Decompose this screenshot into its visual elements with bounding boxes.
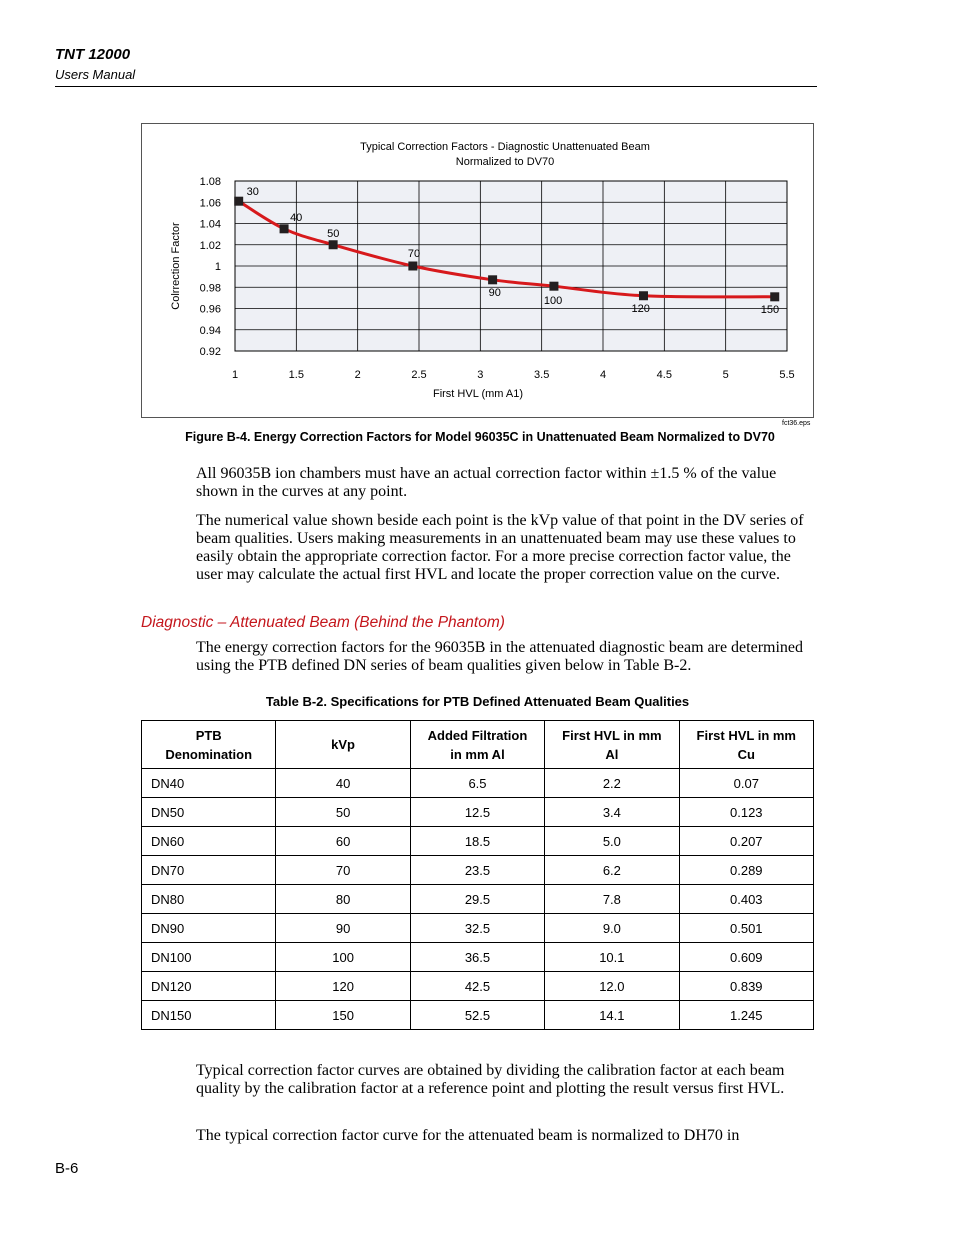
paragraph-tolerance: All 96035B ion chambers must have an actual correction factor within ±1.5 % of the value shown in the curves at any point.	[196, 465, 777, 500]
chart-subtitle: Normalized to DV70	[455, 156, 555, 168]
table-cell: 0.403	[679, 885, 813, 914]
figure-file-code: fct36.eps	[782, 420, 811, 427]
chart-title: Typical Correction Factors - Diagnostic Unattenuated Beam	[360, 141, 650, 153]
table-row	[142, 798, 814, 827]
x-tick-label: 4.5	[656, 369, 672, 381]
paragraph-dh70: The typical correction factor curve for the attenuated beam is normalized to DH70 in	[196, 1127, 740, 1144]
data-point-marker	[329, 240, 338, 249]
table-cell: 10.1	[545, 943, 679, 972]
table-header-row	[142, 721, 814, 769]
x-tick-label: 2	[354, 369, 361, 381]
table-cell: DN70	[142, 856, 276, 885]
data-point-marker	[770, 292, 779, 301]
table-row	[142, 856, 814, 885]
data-point-label: 90	[488, 286, 501, 299]
table-cell: 18.5	[410, 827, 544, 856]
data-point-label: 50	[327, 227, 340, 240]
beam-qualities-table	[141, 720, 814, 1030]
x-tick-label: 1.5	[288, 369, 304, 381]
paragraph-attenuated-beam: The energy correction factors for the 96035B in the attenuated diagnostic beam are determined using the PTB defined DN series of beam qualities given below in Table B-2.	[196, 639, 804, 674]
table-row	[142, 943, 814, 972]
header-rule	[55, 86, 817, 87]
table-row	[142, 769, 814, 798]
y-tick-label: 0.98	[199, 282, 221, 295]
table-cell: 0.839	[679, 972, 813, 1001]
paragraph-kvp-values: The numerical value shown beside each point is the kVp value of that point in the DV series of beam qualities. Users making measurements in an unattenuated beam may use these values to easily obtain the appropriate correction factor. For a more precise correction factor value, the user may calculate the actual first HVL and locate the proper correction value on the curve.	[196, 512, 804, 583]
table-cell: 100	[276, 943, 410, 972]
table-cell: 6.5	[410, 769, 544, 798]
table-row	[142, 885, 814, 914]
data-point-label: 150	[760, 303, 780, 316]
table-cell: 80	[276, 885, 410, 914]
header-ptb-denomination: PTB Denomination	[142, 721, 276, 769]
y-tick-label: 1.08	[199, 176, 221, 188]
data-point-label: 30	[246, 186, 259, 199]
x-tick-label: 3	[477, 369, 484, 381]
paragraph-curve-method: Typical correction factor curves are obtained by dividing the calibration factor at each beam quality by the calibration factor at a reference point and plotting the result versus first HVL.	[196, 1062, 785, 1097]
table-cell: 0.609	[679, 943, 813, 972]
table-cell: 50	[276, 798, 410, 827]
table-cell: 70	[276, 856, 410, 885]
table-row	[142, 1001, 814, 1030]
figure-frame	[141, 123, 814, 418]
table-cell: 9.0	[545, 914, 679, 943]
data-point-marker	[408, 262, 417, 271]
table-cell: 14.1	[545, 1001, 679, 1030]
x-tick-label: 3.5	[534, 369, 550, 381]
x-tick-label: 4	[599, 369, 607, 381]
y-axis-label: Colrrection Factor	[170, 222, 182, 310]
table-cell: DN100	[142, 943, 276, 972]
y-tick-label: 1.04	[199, 218, 221, 231]
table-cell: 2.2	[545, 769, 679, 798]
x-tick-label: 1	[231, 369, 239, 381]
table-cell: 0.207	[679, 827, 813, 856]
document-title: TNT 12000	[55, 46, 131, 63]
table-cell: 36.5	[410, 943, 544, 972]
table-cell: DN60	[142, 827, 276, 856]
table-cell: 12.5	[410, 798, 544, 827]
table-cell: 52.5	[410, 1001, 544, 1030]
document-subtitle: Users Manual	[55, 67, 136, 82]
header-added-filtration: Added Filtration in mm Al	[410, 721, 544, 769]
page-number: B-6	[55, 1160, 79, 1177]
data-point-marker	[234, 197, 243, 206]
table-row	[142, 827, 814, 856]
table-cell: 3.4	[545, 798, 679, 827]
table-cell: 150	[276, 1001, 410, 1030]
header-first-hvl-al: First HVL in mm Al	[545, 721, 679, 769]
table-cell: DN150	[142, 1001, 276, 1030]
x-tick-label: 2.5	[411, 369, 427, 381]
table-cell: DN120	[142, 972, 276, 1001]
table-cell: 23.5	[410, 856, 544, 885]
table-cell: 0.289	[679, 856, 813, 885]
y-tick-label: 1.02	[199, 239, 221, 252]
table-cell: 120	[276, 972, 410, 1001]
table-cell: 5.0	[545, 827, 679, 856]
x-axis-label: First HVL (mm A1)	[432, 388, 524, 400]
table-cell: 29.5	[410, 885, 544, 914]
y-tick-label: 0.96	[199, 303, 221, 316]
table-cell: 60	[276, 827, 410, 856]
table-cell: 7.8	[545, 885, 679, 914]
data-point-label: 70	[407, 248, 421, 260]
table-cell: 42.5	[410, 972, 544, 1001]
correction-factor-chart	[142, 124, 813, 417]
data-point-label: 40	[290, 211, 303, 224]
table-row	[142, 914, 814, 943]
table-cell: 0.501	[679, 914, 813, 943]
y-tick-label: 0.94	[199, 324, 221, 337]
y-tick-label: 1.06	[199, 197, 221, 210]
table-cell: 90	[276, 914, 410, 943]
y-tick-label: 0.92	[199, 346, 221, 358]
data-point-marker	[549, 282, 558, 291]
table-cell: DN80	[142, 885, 276, 914]
x-tick-label: 5	[722, 369, 729, 381]
figure-caption: Figure B-4. Energy Correction Factors for Model 96035C in Unattenuated Beam Normalized to DV70	[185, 430, 775, 444]
table-cell: DN90	[142, 914, 276, 943]
y-tick-label: 1	[214, 261, 221, 273]
table-caption: Table B-2. Specifications for PTB Defined Attenuated Beam Qualities	[265, 694, 690, 709]
table-cell: DN50	[142, 798, 276, 827]
table-cell: 32.5	[410, 914, 544, 943]
table-cell: 0.123	[679, 798, 813, 827]
header-first-hvl-cu: First HVL in mm Cu	[679, 721, 813, 769]
header-kvp: kVp	[276, 721, 410, 769]
data-point-label: 120	[631, 302, 650, 315]
table-row	[142, 972, 814, 1001]
table-cell: 0.07	[679, 769, 813, 798]
table-cell: 1.245	[679, 1001, 813, 1030]
table-cell: DN40	[142, 769, 276, 798]
data-point-label: 100	[543, 295, 563, 308]
data-point-marker	[488, 275, 497, 284]
data-point-marker	[639, 291, 648, 300]
section-heading: Diagnostic – Attenuated Beam (Behind the Phantom)	[141, 614, 505, 631]
x-tick-label: 5.5	[779, 369, 795, 381]
table-cell: 12.0	[545, 972, 679, 1001]
data-point-marker	[280, 224, 289, 233]
table-cell: 6.2	[545, 856, 679, 885]
table-cell: 40	[276, 769, 410, 798]
